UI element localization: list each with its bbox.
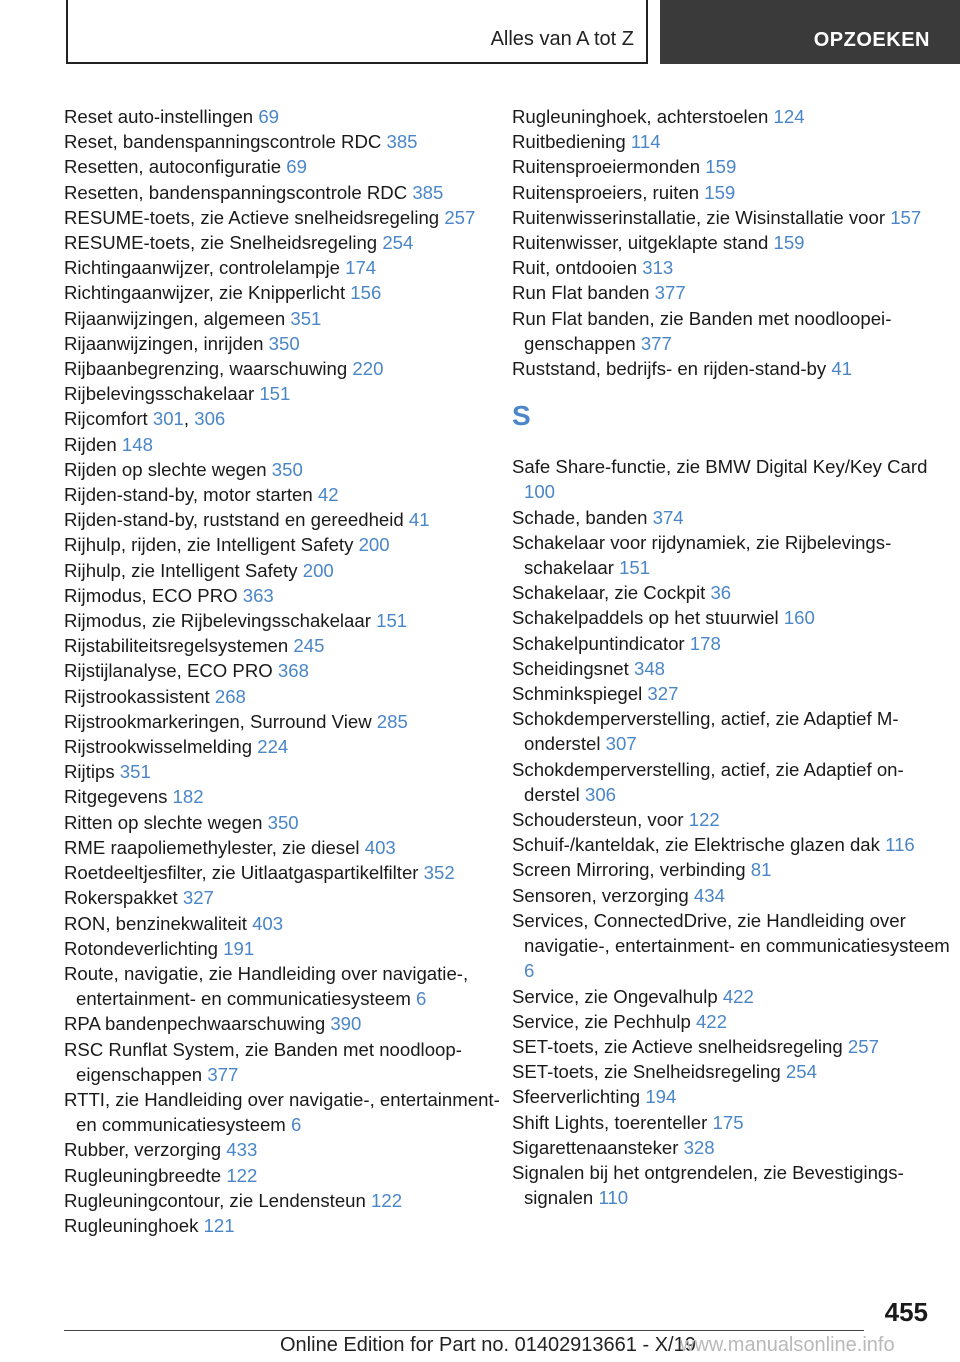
index-entry (512, 757, 952, 807)
index-entry (512, 1084, 952, 1109)
entry-term: Rijmodus, zie Rijbelevingsschakelaar (64, 610, 377, 632)
page-link[interactable]: 254 (785, 1061, 817, 1083)
index-entry (64, 280, 504, 305)
page-link[interactable]: 327 (647, 683, 679, 705)
index-entry (512, 154, 952, 179)
entry-term: Schakelpuntindicator (512, 632, 690, 654)
index-entry (512, 857, 952, 882)
entry-term: Ruitensproeiers, ruiten (512, 181, 705, 203)
entry-term: Rijmodus, ECO PRO (64, 584, 243, 606)
page-link[interactable]: 42 (317, 484, 339, 506)
index-entry (64, 1163, 504, 1188)
entry-term: Schminkspiegel (512, 683, 648, 705)
entry-term: Schokdemperverstelling, actief, zie Adaptief onderstel (512, 758, 904, 805)
page-link[interactable]: 191 (223, 937, 255, 959)
index-entry (64, 658, 504, 683)
entry-term: Rijden-stand-by, motor starten (64, 484, 318, 506)
index-entry (64, 230, 504, 255)
entry-term: Rugleuninghoek (64, 1214, 204, 1236)
index-entry (512, 129, 952, 154)
index-entry (64, 1213, 504, 1238)
page-link[interactable]: 6 (416, 988, 427, 1010)
entry-term: Service, zie Ongevalhulp (512, 985, 723, 1007)
entry-term: Scheidingsnet (512, 657, 634, 679)
entry-term: RON, benzinekwaliteit (64, 912, 253, 934)
entry-term: Schoudersteun, voor (512, 809, 689, 831)
index-entry (512, 1160, 952, 1210)
entry-term: Schokdemperverstelling, actief, zie Adaptief M-onderstel (512, 708, 899, 755)
index-entry (512, 1110, 952, 1135)
entry-term: Reset, bandenspanningscontrole RDC (64, 131, 387, 153)
index-entry (64, 1011, 504, 1036)
index-entry (512, 530, 952, 580)
page-link[interactable]: 306 (584, 783, 617, 805)
index-entry (64, 331, 504, 356)
page-link[interactable]: 175 (712, 1111, 744, 1133)
footer-divider (64, 1330, 864, 1331)
entry-term: Ruitenwisserinstallatie, zie Wisinstallatie voor (512, 206, 891, 228)
page-header (0, 0, 960, 66)
page-link[interactable]: 81 (750, 859, 772, 881)
index-entry (512, 883, 952, 908)
page-link[interactable]: 350 (267, 811, 299, 833)
page-link[interactable]: 151 (376, 610, 408, 632)
page-link[interactable]: 348 (633, 657, 666, 679)
entry-term: Ritgegevens (64, 786, 173, 808)
page-link[interactable]: 114 (630, 131, 661, 153)
entry-term: Rijaanwijzingen, algemeen (64, 307, 291, 329)
section-label: Alles van A tot Z (490, 28, 634, 50)
index-entry (64, 608, 504, 633)
page-link[interactable]: 327 (182, 887, 214, 909)
page-link[interactable]: 363 (242, 584, 274, 606)
page-number: 455 (884, 1297, 928, 1327)
page-link[interactable]: 374 (652, 506, 684, 528)
page-link[interactable]: 422 (695, 1010, 727, 1032)
index-entry (64, 406, 504, 431)
s-entries (512, 454, 952, 1210)
index-entry (64, 885, 504, 910)
entry-term: Sigarettenaansteker (512, 1136, 684, 1158)
page-link[interactable]: 122 (371, 1189, 403, 1211)
page-link[interactable]: 254 (382, 232, 414, 254)
index-entry (64, 482, 504, 507)
page-link[interactable]: 69 (286, 156, 307, 178)
entry-term: Rijden-stand-by, ruststand en gereedheid (64, 509, 409, 531)
page-link[interactable]: 368 (277, 660, 309, 682)
page-link[interactable]: 433 (226, 1139, 258, 1161)
index-entry (64, 936, 504, 961)
entry-term: Safe Share-functie, zie BMW Digital Key/Key Card (512, 456, 928, 478)
index-entry (512, 280, 952, 305)
entry-term: Sfeerverlichting (512, 1086, 646, 1108)
page-link[interactable]: 350 (268, 332, 300, 354)
index-entry (64, 911, 504, 936)
page-link[interactable]: 100 (524, 481, 556, 503)
index-entry (512, 631, 952, 656)
entry-term: Reset auto-instellingen (64, 106, 259, 127)
page-link[interactable]: 434 (693, 884, 725, 906)
index-entry (512, 706, 952, 756)
entry-term: Rijcomfort (64, 408, 153, 430)
index-entry (64, 154, 504, 179)
entry-term: Rijbaanbegrenzing, waarschuwing (64, 358, 353, 380)
page-link[interactable]: 351 (119, 761, 151, 783)
page-link[interactable]: 352 (423, 862, 455, 884)
entry-term: SET-toets, zie Actieve snelheidsregeling (512, 1035, 848, 1057)
page-link[interactable]: 306 (194, 408, 226, 430)
entry-term: Rubber, verzorging (64, 1139, 227, 1161)
lookup-tab[interactable] (660, 0, 960, 64)
entry-term: Service, zie Pechhulp (512, 1010, 696, 1032)
index-entry (512, 1059, 952, 1084)
entry-term: Rijden op slechte wegen (64, 458, 272, 480)
page-link[interactable]: 200 (358, 534, 390, 556)
index-entry (64, 356, 504, 381)
page-link[interactable]: 385 (412, 181, 444, 203)
index-entry (64, 633, 504, 658)
r-entries (512, 104, 952, 381)
entry-term: Rotondeverlichting (64, 937, 224, 959)
index-entry (512, 1009, 952, 1034)
index-entry (512, 1135, 952, 1160)
index-entry (64, 1188, 504, 1213)
index-entry (64, 961, 504, 1011)
index-entry (64, 532, 504, 557)
index-entry (512, 605, 952, 630)
index-entry (512, 104, 952, 129)
entry-term: Rijhulp, zie Intelligent Safety (64, 559, 303, 581)
entry-term: Rijstrookassistent (64, 685, 215, 707)
section-tab[interactable] (66, 0, 648, 64)
index-entry (512, 832, 952, 857)
page-link[interactable]: 151 (259, 383, 291, 405)
page-link[interactable]: 151 (619, 557, 651, 579)
entry-term: Services, ConnectedDrive, zie Handleiding over navigatie-, entertainment- en communicatiesysteem (512, 909, 950, 957)
index-entry (512, 580, 952, 605)
page-link[interactable]: 351 (290, 307, 322, 329)
entry-term: Schade, banden (512, 506, 653, 528)
entry-term: Ruitenwisser, uitgeklapte stand (512, 232, 774, 254)
entry-term: Schakelaar, zie Cockpit (512, 582, 711, 604)
entry-term: Screen Mirroring, verbinding (512, 859, 751, 881)
entry-term: Rijtips (64, 761, 120, 783)
entry-term: Resetten, bandenspanningscontrole RDC (64, 181, 413, 203)
page-link[interactable]: 182 (172, 786, 204, 808)
index-entry (512, 656, 952, 681)
entry-term: Ruit, ontdooien (512, 257, 643, 279)
entry-term: SET-toets, zie Snelheidsregeling (512, 1061, 786, 1083)
entry-term: Sensoren, verzorging (512, 884, 694, 906)
index-entry (64, 507, 504, 532)
page-link[interactable]: 122 (688, 809, 720, 831)
index-entry (64, 709, 504, 734)
entry-term: Run Flat banden (512, 282, 655, 304)
entry-term: Rijaanwijzingen, inrijden (64, 332, 269, 354)
page-link[interactable]: 178 (689, 632, 721, 654)
entry-term: Resetten, autoconfiguratie (64, 156, 287, 178)
page-link[interactable]: 403 (364, 836, 396, 858)
entry-term: Schakelaar voor rijdynamiek, zie Rijbelevingsschakelaar (512, 531, 892, 579)
footer-watermark: www.manualsonline.info (680, 1334, 895, 1356)
page-link[interactable]: 390 (330, 1013, 362, 1035)
entry-term: Rijstijlanalyse, ECO PRO (64, 660, 278, 682)
index-entry (64, 180, 504, 205)
page-link[interactable]: 148 (121, 433, 153, 455)
entry-term: RME raapoliemethylester, zie diesel (64, 836, 365, 858)
entry-term: Rugleuningcontour, zie Lendensteun (64, 1189, 372, 1211)
page-link[interactable]: 36 (710, 582, 732, 604)
entry-term: Ritten op slechte wegen (64, 811, 268, 833)
index-entry (512, 180, 952, 205)
entry-term: Signalen bij het ontgrendelen, zie Bevestigingssignalen (512, 1161, 904, 1209)
entry-term: Richtingaanwijzer, controlelampje (64, 257, 346, 279)
entry-term: Schuif-/kanteldak, zie Elektrische glazen dak (512, 834, 886, 856)
index-entry (64, 684, 504, 709)
page-link[interactable]: 377 (207, 1063, 239, 1085)
page-link[interactable]: 159 (773, 232, 805, 254)
index-entry (64, 1137, 504, 1162)
index-entry (64, 835, 504, 860)
index-entry (64, 255, 504, 280)
index-entry (64, 860, 504, 885)
entry-term: Rokerspakket (64, 887, 183, 909)
entry-term: RESUME-toets, zie Snelheidsregeling (64, 232, 383, 254)
page-separator: , (183, 408, 195, 430)
page-link[interactable]: 122 (226, 1164, 258, 1186)
entry-term: Rijstrookwisselmelding (64, 736, 258, 758)
index-entry (64, 432, 504, 457)
page-link[interactable]: 41 (831, 358, 853, 380)
entry-term: Shift Lights, toerenteller (512, 1111, 713, 1133)
page-link[interactable]: 6 (524, 960, 535, 982)
index-entry (64, 558, 504, 583)
index-entry (512, 454, 952, 504)
entry-term: RTTI, zie Handleiding over navigatie-, entertainment- en communicatiesysteem (64, 1088, 500, 1136)
index-entry (512, 205, 952, 230)
index-entry (512, 230, 952, 255)
index-entry (64, 583, 504, 608)
page-link[interactable]: 194 (645, 1086, 677, 1108)
entry-term: RPA bandenpechwaarschuwing (64, 1013, 331, 1035)
index-entry (64, 759, 504, 784)
entry-term: Ruitensproeiermonden (512, 156, 706, 178)
page-link[interactable]: 200 (302, 559, 334, 581)
page-link[interactable]: 385 (386, 131, 418, 153)
page-link[interactable]: 220 (352, 358, 384, 380)
index-entry (64, 205, 504, 230)
index-entry (512, 505, 952, 530)
entry-term: Rijstrookmarkeringen, Surround View (64, 710, 377, 732)
page-link[interactable]: 69 (258, 106, 280, 127)
page-link[interactable]: 116 (885, 834, 915, 856)
entry-term: Rijhulp, rijden, zie Intelligent Safety (64, 534, 359, 556)
page-link[interactable]: 160 (783, 607, 815, 629)
page-link[interactable]: 245 (293, 635, 325, 657)
page-link[interactable]: 159 (705, 156, 737, 178)
page-link[interactable]: 124 (773, 106, 805, 127)
index-entry (64, 1037, 504, 1087)
page-link[interactable]: 377 (654, 282, 686, 304)
index-entry (64, 784, 504, 809)
entry-term: Rugleuninghoek, achterstoelen (512, 106, 774, 127)
entry-term: Ruitbediening (512, 131, 631, 153)
entry-term: Rijden (64, 433, 122, 455)
index-entry (64, 1087, 504, 1137)
page-link[interactable]: 257 (847, 1035, 879, 1057)
page-link[interactable]: 110 (598, 1187, 629, 1209)
index-column-right (512, 104, 952, 1210)
page-link[interactable]: 328 (683, 1136, 715, 1158)
entry-term: Ruststand, bedrijfs- en rijden-stand-by (512, 358, 832, 380)
entry-term: RSC Runflat System, zie Banden met noodloopeigenschappen (64, 1038, 462, 1085)
page-link[interactable]: 157 (890, 206, 922, 228)
entry-term: Rugleuningbreedte (64, 1164, 227, 1186)
page-link[interactable]: 422 (722, 985, 754, 1007)
entry-term: Schakelpaddels op het stuurwiel (512, 607, 784, 629)
lookup-tab-label: OPZOEKEN (813, 29, 930, 51)
index-entry (64, 810, 504, 835)
page-link[interactable]: 268 (214, 685, 246, 707)
page-link[interactable]: 313 (642, 257, 674, 279)
index-entry (512, 1034, 952, 1059)
index-entry (64, 381, 504, 406)
entry-term: RESUME-toets, zie Actieve snelheidsregeling (64, 206, 445, 228)
index-entry (64, 129, 504, 154)
page-link[interactable]: 159 (704, 181, 736, 203)
index-entry (512, 306, 952, 356)
page-link[interactable]: 6 (290, 1114, 302, 1136)
page-link[interactable]: 41 (408, 509, 430, 531)
page-link[interactable]: 307 (605, 733, 637, 755)
index-entry (512, 984, 952, 1009)
index-entry (512, 807, 952, 832)
page-link[interactable]: 403 (252, 912, 284, 934)
page-link[interactable]: 350 (271, 458, 303, 480)
index-entry (64, 104, 504, 129)
entry-term: Run Flat banden, zie Banden met noodloopeigenschappen (512, 307, 892, 354)
entry-term: Richtingaanwijzer, zie Knipperlicht (64, 282, 351, 304)
index-entry (512, 356, 952, 381)
footer-edition: Online Edition for Part no. 01402913661 - X/19 (280, 1334, 696, 1356)
index-entry (512, 681, 952, 706)
index-entry (64, 306, 504, 331)
section-letter: S (512, 400, 531, 432)
entry-term: Roetdeeltjesfilter, zie Uitlaatgaspartikelfilter (64, 862, 424, 884)
page-link[interactable]: 377 (640, 332, 672, 354)
index-entry (64, 457, 504, 482)
entry-term: Route, navigatie, zie Handleiding over navigatie-, entertainment- en communicatiesysteem (64, 962, 469, 1010)
page-link[interactable]: 257 (444, 206, 476, 228)
entry-term: Rijbelevingsschakelaar (64, 383, 260, 405)
page-link[interactable]: 301 (152, 408, 184, 430)
entry-term: Rijstabiliteitsregelsystemen (64, 635, 294, 657)
index-column-left (64, 104, 504, 1238)
page-link[interactable]: 156 (350, 282, 382, 304)
index-entry (64, 734, 504, 759)
page-link[interactable]: 224 (257, 736, 289, 758)
page-link[interactable]: 121 (203, 1214, 235, 1236)
page-link[interactable]: 285 (376, 710, 408, 732)
index-entry (512, 255, 952, 280)
index-entry (512, 908, 952, 984)
page-link[interactable]: 174 (345, 257, 377, 279)
